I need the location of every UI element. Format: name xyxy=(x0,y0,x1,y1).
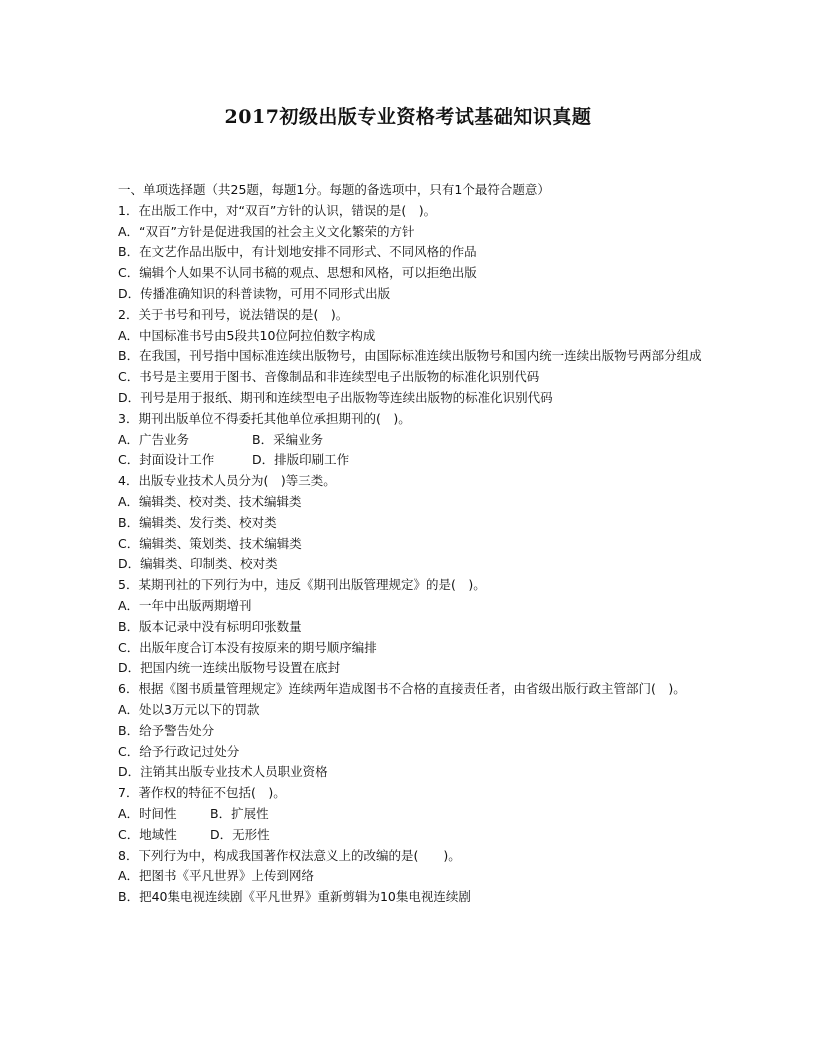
answer-option-row xyxy=(118,825,708,846)
answer-option: B．编辑类、发行类、校对类 xyxy=(118,514,277,530)
answer-option: D．无形性 xyxy=(210,826,270,842)
answer-option: D．传播准确知识的科普读物，可用不同形式出版 xyxy=(118,285,391,301)
answer-option: A．一年中出版两期增刊 xyxy=(118,597,252,613)
answer-option: D．编辑类、印制类、校对类 xyxy=(118,556,278,572)
answer-option-row xyxy=(118,430,708,451)
question-stem: 3．期刊出版单位不得委托其他单位承担期刊的( )。 xyxy=(118,410,411,426)
answer-option: A．处以3万元以下的罚款 xyxy=(118,701,260,717)
answer-option: B．在文艺作品出版中，有计划地安排不同形式、不同风格的作品 xyxy=(118,244,477,260)
question-stem: 8．下列行为中，构成我国著作权法意义上的改编的是( )。 xyxy=(118,847,461,863)
answer-option: A．编辑类、校对类、技术编辑类 xyxy=(118,493,302,509)
question-stem: 6．根据《图书质量管理规定》连续两年造成图书不合格的直接责任者，由省级出版行政主管部门( )。 xyxy=(118,681,686,697)
answer-option: B．把40集电视连续剧《平凡世界》重新剪辑为10集电视连续剧 xyxy=(118,889,471,905)
section-heading: 一、单项选择题（共25题，每题1分。每题的备选项中，只有1个最符合题意） xyxy=(118,182,550,197)
answer-option: D．排版印刷工作 xyxy=(252,452,350,468)
answer-option: C．编辑类、策划类、技术编辑类 xyxy=(118,535,302,551)
answer-option: C．出版年度合订本没有按原来的期号顺序编排 xyxy=(118,639,377,655)
question-stem: 1．在出版工作中，对“双百”方针的认识，错误的是( )。 xyxy=(118,202,437,218)
question-stem: 5．某期刊社的下列行为中，违反《期刊出版管理规定》的是( )。 xyxy=(118,577,486,593)
answer-option: A．把图书《平凡世界》上传到网络 xyxy=(118,868,315,884)
question-stem: 7．著作权的特征不包括( )。 xyxy=(118,785,286,801)
answer-option: A．广告业务 xyxy=(118,431,190,447)
answer-option: D．注销其出版专业技术人员职业资格 xyxy=(118,764,328,780)
answer-option: A．“双百”方针是促进我国的社会主义文化繁荣的方针 xyxy=(118,223,415,239)
answer-option: D．把国内统一连续出版物号设置在底封 xyxy=(118,660,341,676)
answer-option: B．给予警告处分 xyxy=(118,722,215,738)
answer-option-row xyxy=(118,450,708,471)
answer-option: C．书号是主要用于图书、音像制品和非连续型电子出版物的标准化识别代码 xyxy=(118,369,540,385)
document-body xyxy=(118,180,708,908)
answer-option: C．地域性 xyxy=(118,826,177,842)
answer-option: A．中国标准书号由5段共10位阿拉伯数字构成 xyxy=(118,327,376,343)
answer-option: B．在我国，刊号指中国标准连续出版物号，由国际标准连续出版物号和国内统一连续出版物号两部分组成 xyxy=(118,348,702,364)
answer-option: B．版本记录中没有标明印张数量 xyxy=(118,618,302,634)
answer-option: B．扩展性 xyxy=(210,805,269,821)
answer-option: C．封面设计工作 xyxy=(118,452,215,468)
answer-option: D．刊号是用于报纸、期刊和连续型电子出版物等连续出版物的标准化识别代码 xyxy=(118,389,553,405)
answer-option: C．给予行政记过处分 xyxy=(118,743,240,759)
answer-option-row xyxy=(118,804,708,825)
answer-option: A．时间性 xyxy=(118,805,177,821)
question-stem: 2．关于书号和刊号，说法错误的是( )。 xyxy=(118,306,349,322)
answer-option: C．编辑个人如果不认同书稿的观点、思想和风格，可以拒绝出版 xyxy=(118,265,477,281)
document-title: 2017初级出版专业资格考试基础知识真题 xyxy=(224,106,592,128)
question-stem: 4．出版专业技术人员分为( )等三类。 xyxy=(118,473,336,489)
answer-option: B．采编业务 xyxy=(252,431,324,447)
